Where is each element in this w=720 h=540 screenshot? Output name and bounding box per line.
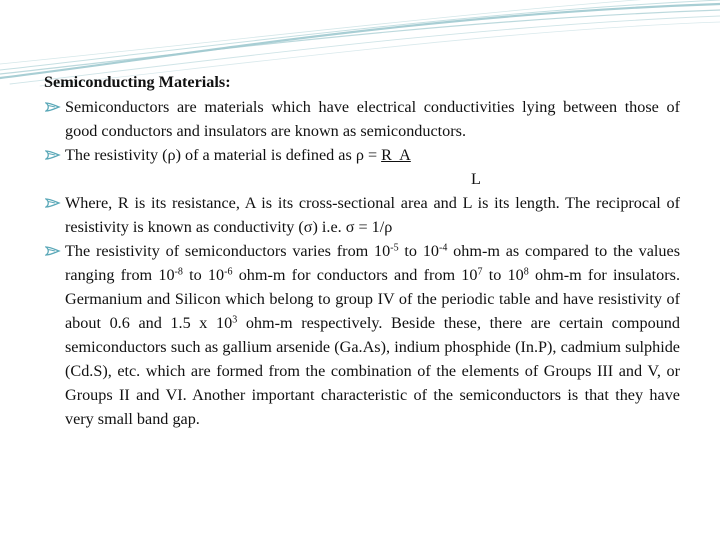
slide-title: Semiconducting Materials: <box>44 73 231 91</box>
formula-denominator: L <box>471 170 481 188</box>
text-run: The resistivity of semiconductors varies from 10 <box>65 242 391 260</box>
bullet-text <box>65 239 680 431</box>
exponent: 8 <box>523 266 529 278</box>
exponent: -8 <box>174 266 183 278</box>
bullet-text: Semiconductors are materials which have electrical conductivities lying between those of good conductors and insulators are known as semiconductors. <box>65 98 680 140</box>
bullet-arrow-icon <box>45 149 61 161</box>
text-run: ohm-m for insulators. Germanium and Silicon which belong to group IV of the periodic table and have resistivity of about 0.6 and 1.5 x 10 <box>65 266 681 332</box>
bullet-arrow-icon <box>45 245 61 257</box>
bullet-text: Where, R is its resistance, A is its cross-sectional area and L is its length. The reciprocal of resistivity is known as conductivity (σ) i.e. σ = 1/ρ <box>65 194 680 236</box>
exponent: -6 <box>224 266 233 278</box>
text-run: ohm-m respectively. Beside these, there are certain compound semiconductors such as gallium arsenide (Ga.As), indium phosphide (In.P), cadmium sulphide (Cd.S), etc. which are formed from the combination of the elements of Groups III and V, or Groups II and VI. Another important characteristic of the semiconductors is that they have very small band gap. <box>65 314 680 428</box>
exponent: 3 <box>232 314 238 326</box>
text-run: ohm-m for conductors and from 10 <box>232 266 478 284</box>
slide-body <box>44 70 680 431</box>
bullet-resistivity-values <box>44 239 680 431</box>
text-run: to 10 <box>482 266 524 284</box>
bullet-resistivity-formula <box>44 143 680 191</box>
text-run: to 10 <box>398 242 440 260</box>
bullet-arrow-icon <box>45 101 61 113</box>
exponent: -4 <box>439 242 448 254</box>
bullet-conductivity <box>44 191 680 239</box>
exponent: 7 <box>477 266 483 278</box>
formula-numerator: R A <box>381 146 411 164</box>
exponent: -5 <box>390 242 399 254</box>
bullet-definition <box>44 95 680 143</box>
formula-lead: The resistivity (ρ) of a material is defined as ρ = <box>65 146 382 164</box>
text-run: to 10 <box>182 266 225 284</box>
bullet-arrow-icon <box>45 197 61 209</box>
text-run: ohm-m as compared to the values ranging from 10 <box>65 242 680 284</box>
